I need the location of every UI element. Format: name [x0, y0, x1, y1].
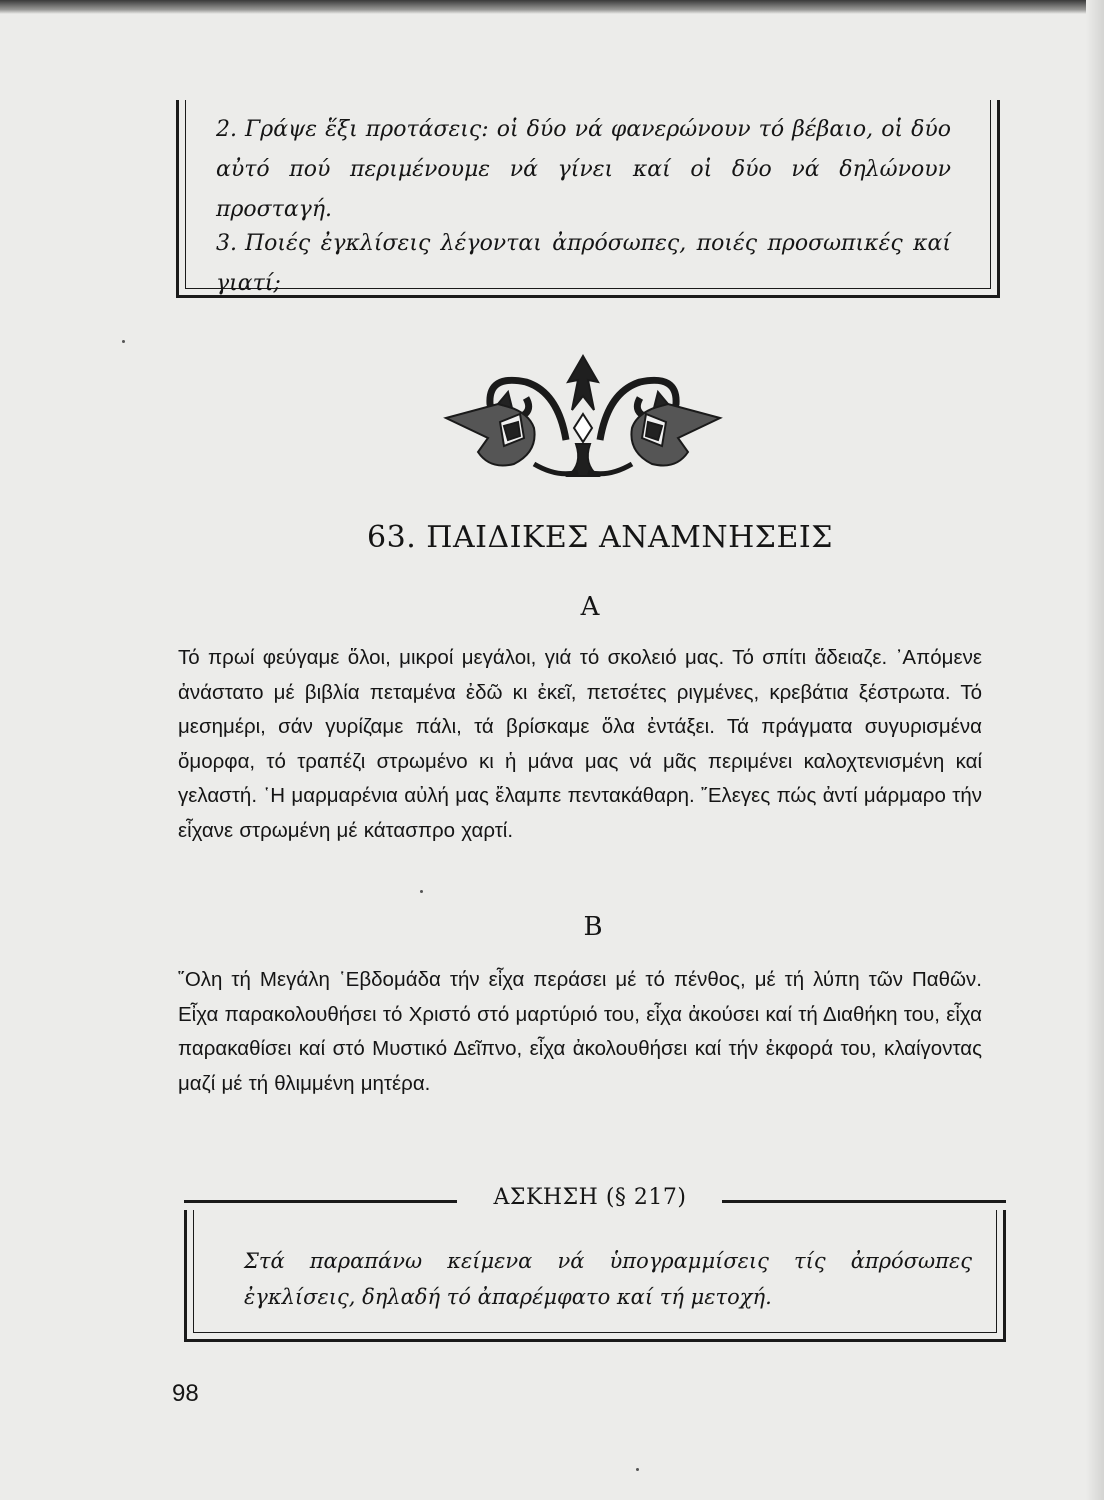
exercise-item-text: Γράψε ἕξι προτάσεις: οἱ δύο νά φανερώνουν τό βέβαιο, οἱ δύο αὐτό πού περιμένουμε νά γίνει καί οἱ δύο νά δηλώνουν προσταγή. — [216, 117, 951, 222]
section-a-text: Τό πρωί φεύγαμε ὅλοι, μικροί μεγάλοι, γιά τό σκολειό μας. Τό σπίτι ἄδειαζε. ᾿Απόμενε ἀνάστατο μέ βιβλία πεταμένα ἐδῶ κι ἐκεῖ, πετσέτες ριγμένες, κρεβάτια ξέστρωτα. Τό μεσημέρι, σάν γυρίζαμε πάλι, τά βρίσκαμε ὅλα ἐντάξει. Τά πράγματα συγυρισμένα ὄμορφα, τό τραπέζι στρωμένο κι ἡ μάνα μας νά μᾶς περιμένει καλοχτενισμένη καί γελαστή. ῾Η μαρμαρένια αὐλή μας ἔλαμπε πεντακάθαρη. ῎Ελεγες πώς ἀντί μάρμαρο τήν εἶχανε στρωμένη μέ κάτασπρο χαρτί. — [178, 646, 982, 842]
exercise-item-text: Ποιές ἐγκλίσεις λέγονται ἀπρόσωπες, ποιές προσωπικές καί γιατί; — [216, 231, 951, 296]
paper-speck — [636, 1468, 639, 1471]
bird-ornament-icon — [438, 352, 728, 482]
page-spine-shadow — [1086, 0, 1104, 1500]
exercise-heading-rule-right — [722, 1200, 1006, 1203]
exercise-instruction: Στά παραπάνω κείμενα νά ὑπογραμμίσεις τίς ἀπρόσωπες ἐγκλίσεις, δηλαδή τό ἀπαρέμφατο καί τή μετοχή. — [244, 1249, 972, 1309]
exercise-item-2 — [216, 110, 951, 230]
section-b-heading: Β — [583, 912, 603, 942]
section-a-heading: Α — [580, 592, 600, 622]
page-number: 98 — [172, 1380, 199, 1407]
exercise-heading-rule-left — [184, 1200, 457, 1203]
exercise-item-3 — [216, 224, 951, 304]
page-top-edge — [0, 0, 1104, 14]
paper-speck — [420, 890, 423, 893]
paper-speck — [122, 340, 125, 343]
section-b-text: ῞Ολη τή Μεγάλη ῾Εβδομάδα τήν εἶχα περάσει μέ τό πένθος, μέ τή λύπη τῶν Παθῶν. Εἶχα παρακολουθήσει τό Χριστό στό μαρτύριό του, εἶχα ἀκούσει καί τή Διαθήκη του, εἶχα παρακαθίσει καί στό Μυστικό Δεῖπνο, εἶχα ἀκολουθήσει καί τήν ἐκφορά του, κλαίγοντας μαζί μέ τή θλιμμένη μητέρα. — [178, 968, 982, 1095]
exercise-item-number: 3. — [216, 231, 237, 256]
exercise-heading: ΑΣΚΗΣΗ (§ 217) — [493, 1185, 687, 1210]
exercise-item-number: 2. — [216, 117, 237, 142]
chapter-title: 63. ΠΑΙΔΙΚΕΣ ΑΝΑΜΝΗΣΕΙΣ — [367, 520, 833, 555]
